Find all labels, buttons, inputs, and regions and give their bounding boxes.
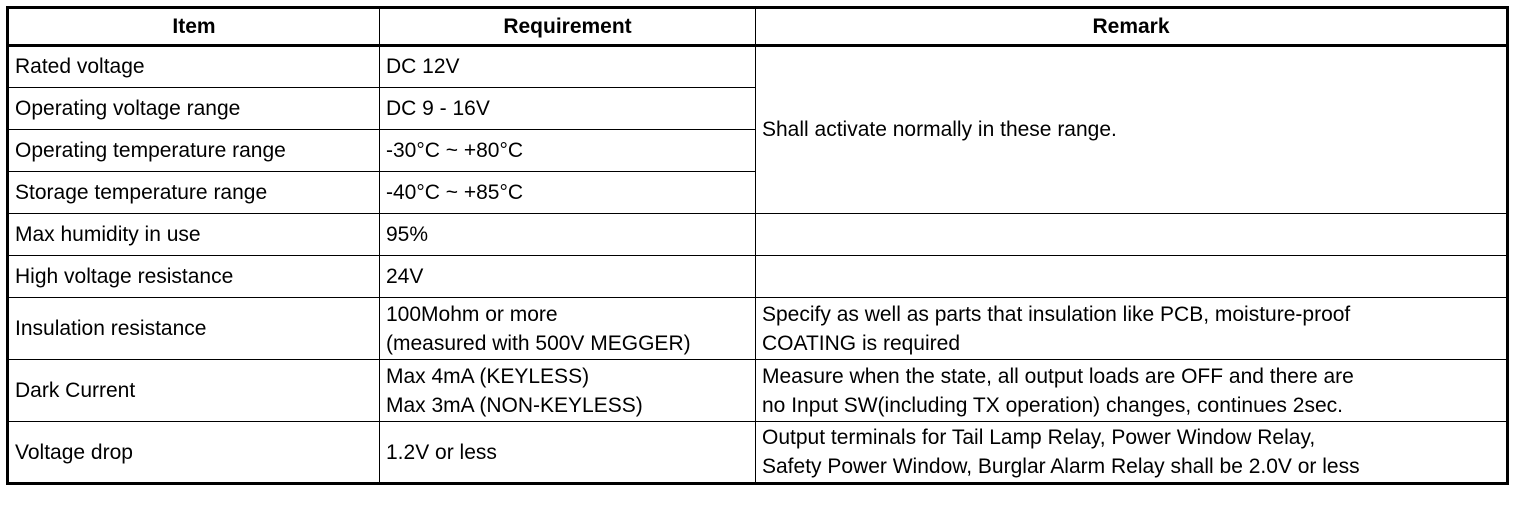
item-cell: Rated voltage xyxy=(8,46,380,88)
requirement-cell: -30°C ~ +80°C xyxy=(380,130,756,172)
item-cell: Insulation resistance xyxy=(8,298,380,360)
item-cell: Voltage drop xyxy=(8,422,380,484)
table-row xyxy=(8,298,1508,360)
header-requirement: Requirement xyxy=(380,8,756,46)
item-cell: Dark Current xyxy=(8,360,380,422)
requirement-cell xyxy=(380,360,756,422)
remark-line: Safety Power Window, Burglar Alarm Relay shall be 2.0V or less xyxy=(762,455,1360,478)
remark-cell xyxy=(756,422,1508,484)
table-row xyxy=(8,422,1508,484)
remark-cell xyxy=(756,214,1508,256)
requirement-cell: 95% xyxy=(380,214,756,256)
table-row xyxy=(8,256,1508,298)
remark-cell xyxy=(756,298,1508,360)
requirement-cell: 1.2V or less xyxy=(380,422,756,484)
requirement-cell: -40°C ~ +85°C xyxy=(380,172,756,214)
item-cell: Operating voltage range xyxy=(8,88,380,130)
requirement-line: (measured with 500V MEGGER) xyxy=(386,331,691,355)
remark-line: Measure when the state, all output loads are OFF and there are xyxy=(762,364,1354,388)
item-cell: High voltage resistance xyxy=(8,256,380,298)
header-remark: Remark xyxy=(756,8,1508,46)
item-cell: Storage temperature range xyxy=(8,172,380,214)
table-row xyxy=(8,46,1508,88)
spec-table xyxy=(6,6,1509,485)
requirement-cell: DC 12V xyxy=(380,46,756,88)
requirement-line: Max 3mA (NON-KEYLESS) xyxy=(386,393,643,417)
table-row xyxy=(8,360,1508,422)
header-item: Item xyxy=(8,8,380,46)
merged-remark-cell: Shall activate normally in these range. xyxy=(756,46,1508,214)
remark-cell xyxy=(756,360,1508,422)
requirement-cell: DC 9 - 16V xyxy=(380,88,756,130)
requirement-line: 100Mohm or more xyxy=(386,302,558,326)
remark-line: no Input SW(including TX operation) changes, continues 2sec. xyxy=(762,393,1343,417)
table-header-row xyxy=(8,8,1508,46)
remark-line: Specify as well as parts that insulation like PCB, moisture-proof xyxy=(762,302,1351,326)
requirement-cell xyxy=(380,298,756,360)
remark-line: Output terminals for Tail Lamp Relay, Power Window Relay, xyxy=(762,426,1316,449)
requirement-line: Max 4mA (KEYLESS) xyxy=(386,364,590,388)
spec-table-container xyxy=(6,6,1509,485)
table-row xyxy=(8,214,1508,256)
remark-cell xyxy=(756,256,1508,298)
remark-line: COATING is required xyxy=(762,331,960,355)
item-cell: Operating temperature range xyxy=(8,130,380,172)
item-cell: Max humidity in use xyxy=(8,214,380,256)
requirement-cell: 24V xyxy=(380,256,756,298)
